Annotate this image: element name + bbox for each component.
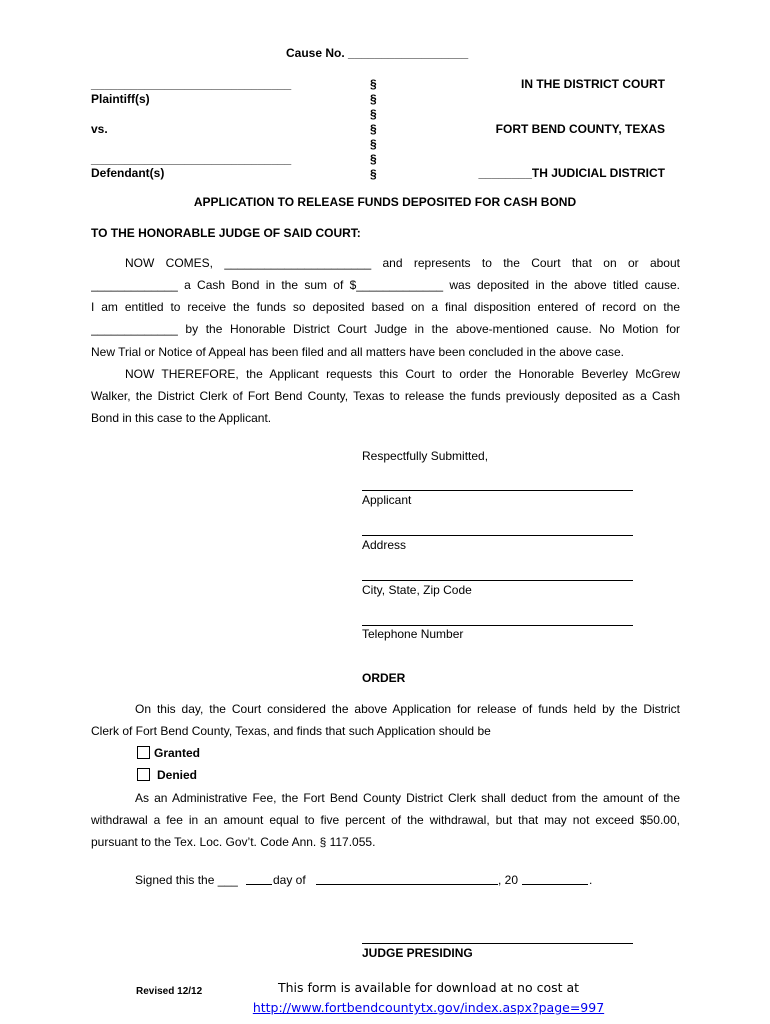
signed-year-blank[interactable] — [522, 884, 588, 885]
judge-signature-line[interactable] — [362, 943, 633, 944]
section-symbol: § — [370, 122, 377, 136]
signed-day-blank[interactable] — [246, 884, 272, 885]
granted-checkbox[interactable] — [137, 746, 150, 759]
body-line: Bond in this case to the Applicant. — [91, 411, 272, 425]
defendant-label: Defendant(s) — [91, 166, 165, 180]
cause-number: Cause No. __________________ — [286, 46, 469, 60]
address-line[interactable] — [362, 535, 633, 536]
denied-label: Denied — [157, 768, 198, 782]
telephone-label: Telephone Number — [362, 627, 464, 641]
telephone-line[interactable] — [362, 625, 633, 626]
order-line: Clerk of Fort Bend County, Texas, and finds that such Application should be — [91, 724, 491, 738]
judicial-district: ________TH JUDICIAL DISTRICT — [478, 166, 665, 180]
city-state-zip-line[interactable] — [362, 580, 633, 581]
section-symbol: § — [370, 152, 377, 166]
signed-period: . — [589, 873, 593, 887]
defendant-blank: ______________________________ — [91, 152, 292, 166]
body-line: Walker, the District Clerk of Fort Bend County, Texas to release the funds previously deposited as a Cash — [91, 389, 680, 403]
section-symbol: § — [370, 167, 377, 181]
county-name: FORT BEND COUNTY, TEXAS — [495, 122, 665, 136]
city-state-zip-label: City, State, Zip Code — [362, 583, 472, 597]
court-name: IN THE DISTRICT COURT — [521, 77, 665, 91]
download-notice: This form is available for download at no cost at — [277, 980, 580, 995]
section-symbol: § — [370, 107, 377, 121]
applicant-label: Applicant — [362, 493, 412, 507]
fee-line: withdrawal a fee in an amount equal to five percent of the withdrawal, but that may not exceed $50.00, — [91, 813, 680, 827]
document-title: APPLICATION TO RELEASE FUNDS DEPOSITED FOR CASH BOND — [193, 195, 577, 209]
download-link[interactable]: http://www.fortbendcountytx.gov/index.aspx?page=997 — [252, 1000, 605, 1015]
section-symbol: § — [370, 137, 377, 151]
plaintiff-label: Plaintiff(s) — [91, 92, 150, 106]
order-heading: ORDER — [362, 671, 406, 685]
vs-label: vs. — [91, 122, 108, 136]
day-of-label: day of — [273, 873, 306, 887]
denied-checkbox[interactable] — [137, 768, 150, 781]
fee-line: pursuant to the Tex. Loc. Gov’t. Code Ann. § 117.055. — [91, 835, 376, 849]
year-prefix: , 20 — [498, 873, 519, 887]
respectfully-submitted: Respectfully Submitted, — [362, 449, 489, 463]
signed-month-blank[interactable] — [316, 884, 498, 885]
body-line: _____________ a Cash Bond in the sum of $_____________ was deposited in the above titled cause. — [91, 278, 680, 292]
plaintiff-blank: ______________________________ — [91, 77, 292, 91]
body-line: _____________ by the Honorable District Court Judge in the above-mentioned cause. No Motion for — [91, 322, 680, 336]
signed-this-the: Signed this the ___ — [135, 873, 238, 887]
revised-date: Revised 12/12 — [136, 986, 203, 997]
order-line: On this day, the Court considered the above Application for release of funds held by the District — [135, 702, 680, 716]
fee-line: As an Administrative Fee, the Fort Bend County District Clerk shall deduct from the amount of the — [135, 791, 680, 805]
address-label: Address — [362, 538, 407, 552]
applicant-signature-line[interactable] — [362, 490, 633, 491]
body-line: I am entitled to receive the funds so deposited based on a final disposition entered of record on the — [91, 300, 680, 314]
salutation: TO THE HONORABLE JUDGE OF SAID COURT: — [91, 226, 361, 240]
body-line: NOW COMES, ______________________ and represents to the Court that on or about — [125, 256, 680, 270]
body-line: New Trial or Notice of Appeal has been filed and all matters have been concluded in the above case. — [91, 345, 624, 359]
granted-label: Granted — [154, 746, 201, 760]
section-symbol: § — [370, 77, 377, 91]
body-line: NOW THEREFORE, the Applicant requests this Court to order the Honorable Beverley McGrew — [125, 367, 680, 381]
section-symbol: § — [370, 92, 377, 106]
judge-presiding-label: JUDGE PRESIDING — [362, 946, 473, 960]
